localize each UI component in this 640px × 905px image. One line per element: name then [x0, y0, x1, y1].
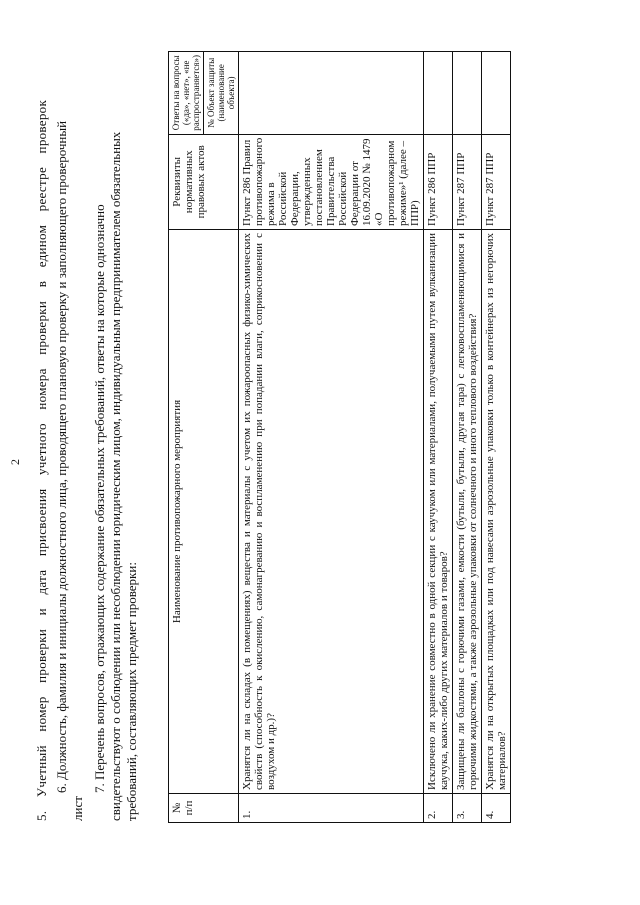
row-question: Хранятся ли на складах (в помещениях) вещества и материалы с учетом их пожароопасных физико-химических свойств (способность к окислению, самонагреванию и воспламенению при попадании влаги, соприкосновении с воздухом и др.)? [239, 229, 424, 793]
header-object-label: № Объект защиты [206, 57, 216, 128]
row-answer-cell[interactable] [482, 52, 511, 135]
table-row [424, 52, 453, 823]
row-answer-cell[interactable] [424, 52, 453, 135]
table-row [482, 52, 511, 823]
item-5-text: 5. Учетный номер проверки и дата присвоения учетного номера проверки в едином реестре проверок [34, 99, 49, 821]
item-6-continuation: лист [70, 796, 85, 821]
row-number: 4. [482, 794, 511, 823]
row-question: Защищены ли баллоны с горючими газами, емкости (бутыли, бутыли, другая тара) с легковоспламеняющимися и горючими жидкостями, а также аэрозольные упаковки от солнечного и иного теплового воздействия? [453, 229, 482, 793]
item-7-paragraph [92, 36, 140, 821]
header-object [204, 52, 239, 135]
row-question: Исключено ли хранение совместно в одной секции с каучуком или материалами, получаемыми путем вулканизации каучука, каких-либо других материалов и товаров? [424, 229, 453, 793]
header-answers: Ответы на вопросы («да», «нет», «не распространяется») [169, 52, 204, 135]
row-requisites: Пункт 287 ППР [482, 134, 511, 229]
row-answer-cell[interactable] [453, 52, 482, 135]
row-requisites: Пункт 286 ППР [424, 134, 453, 229]
item-5-line [34, 81, 50, 821]
page-number: 2 [8, 459, 22, 465]
checklist-table [168, 51, 511, 823]
table-row [453, 52, 482, 823]
item-7-line-2: свидетельствуют о соблюдении или несоблюдении юридическим лицом, индивидуальным предпринимателем обязательных [108, 131, 123, 821]
table-row [239, 52, 424, 823]
header-requisites: Реквизиты нормативных правовых актов [169, 134, 239, 229]
row-answer-cell[interactable] [239, 52, 424, 135]
item-7-line-3: требований, составляющих предмет проверки: [124, 562, 139, 821]
item-7-line-1: 7. Перечень вопросов, отражающих содержание обязательных требований, ответы на которые однозначно [92, 204, 107, 793]
row-number: 1. [239, 794, 424, 823]
header-object-note: (наименование объекта) [216, 64, 236, 122]
table-header-row [169, 52, 204, 823]
row-question: Хранятся ли на открытых площадках или под навесами аэрозольные упаковки только в контейнерах из негорючих материалов? [482, 229, 511, 793]
row-number: 3. [453, 794, 482, 823]
row-number: 2. [424, 794, 453, 823]
row-requisites: Пункт 287 ППР [453, 134, 482, 229]
row-requisites: Пункт 286 Правил противопожарного режима в Российской Федерации, утвержденных постановлением Правительства Российской Федерации от 16.09.2020 № 1479 «О противопожарном режиме»¹ (далее – ППР) [239, 134, 424, 229]
header-num: № п/п [169, 794, 239, 823]
item-6-line: 6. Должность, фамилия и инициалы должностного лица, проводящего плановую проверку и заполняющего проверочный [54, 120, 69, 793]
header-name: Наименование противопожарного мероприятия [169, 229, 239, 793]
